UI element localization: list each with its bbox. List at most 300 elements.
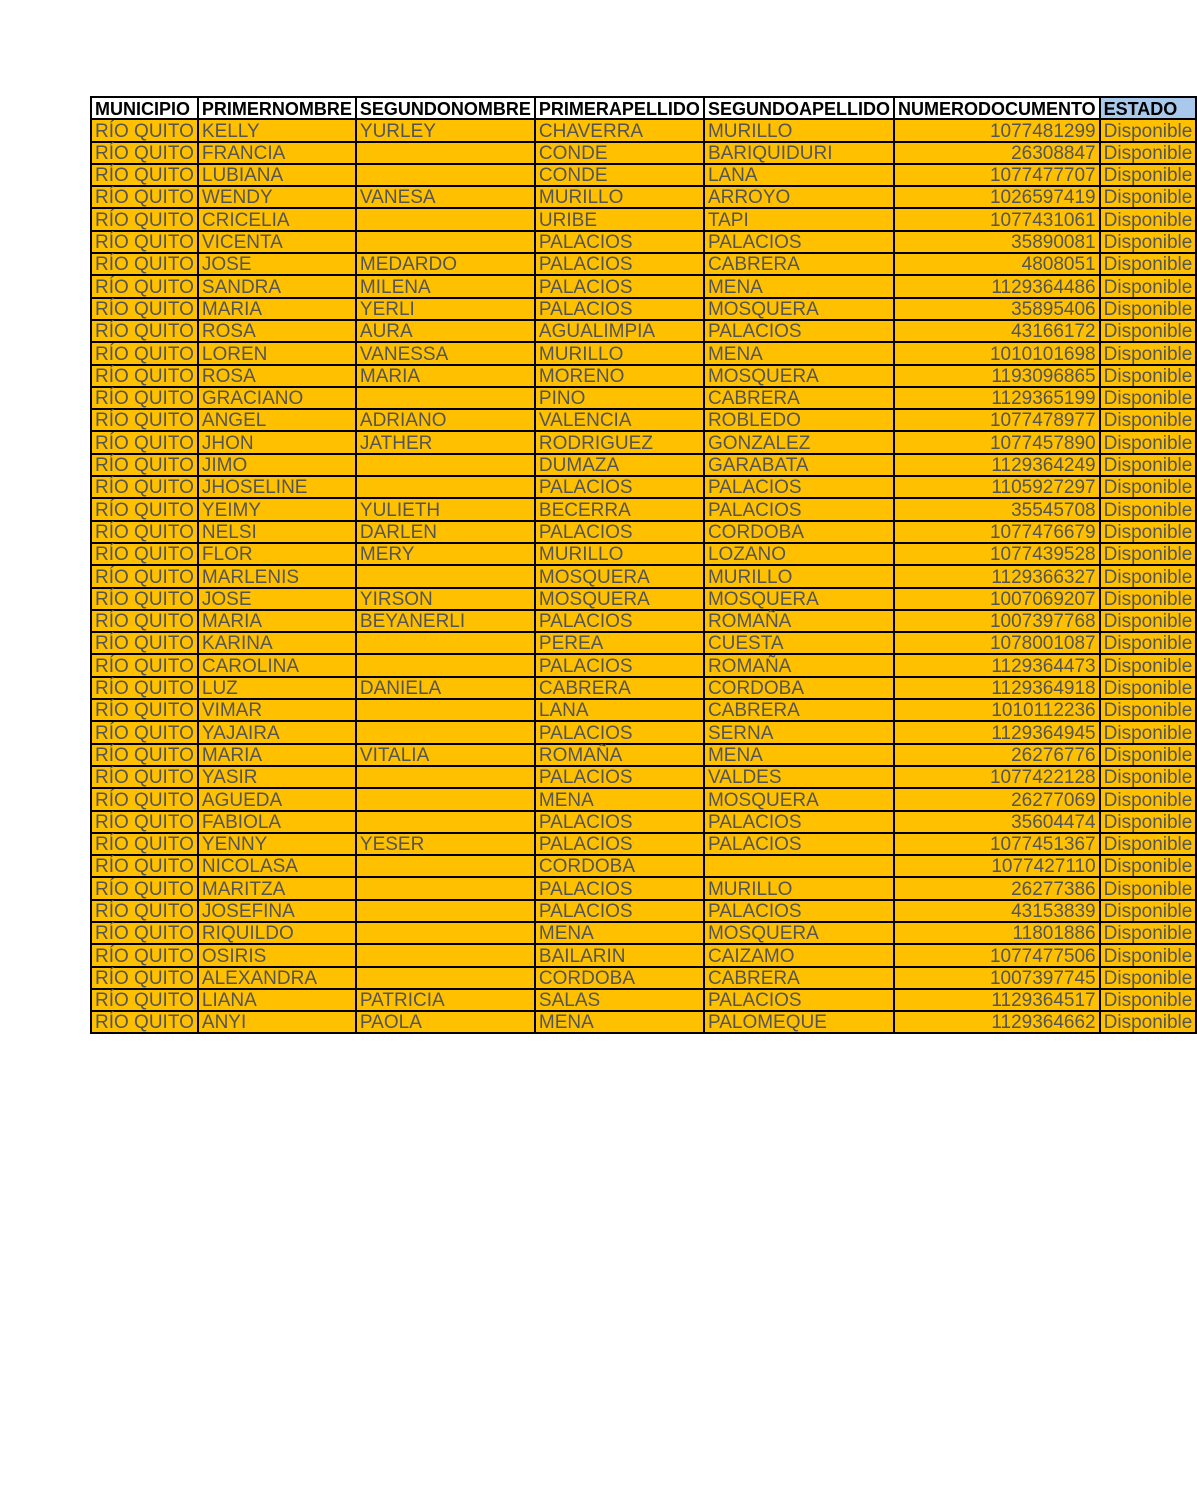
estado-cell: Disponible <box>1100 119 1197 141</box>
estado-cell: Disponible <box>1100 454 1197 476</box>
municipio-cell: RÍO QUITO <box>91 431 198 453</box>
segundo-apellido-cell: MOSQUERA <box>704 365 894 387</box>
primer-nombre-cell: YEIMY <box>198 498 356 520</box>
numero-documento-cell: 1129364486 <box>894 275 1100 297</box>
primer-nombre-cell: MARITZA <box>198 877 356 899</box>
estado-cell: Disponible <box>1100 699 1197 721</box>
municipio-cell: RÍO QUITO <box>91 387 198 409</box>
municipio-cell: RÍO QUITO <box>91 632 198 654</box>
segundo-apellido-cell: MOSQUERA <box>704 788 894 810</box>
segundo-nombre-cell: YERLI <box>356 298 535 320</box>
municipio-cell: RÍO QUITO <box>91 320 198 342</box>
segundo-apellido-cell: MURILLO <box>704 565 894 587</box>
numero-documento-cell: 4808051 <box>894 253 1100 275</box>
municipio-cell: RÍO QUITO <box>91 275 198 297</box>
municipio-cell: RÍO QUITO <box>91 342 198 364</box>
estado-cell: Disponible <box>1100 164 1197 186</box>
segundo-nombre-cell: ADRIANO <box>356 409 535 431</box>
header-municipio: MUNICIPIO <box>91 97 198 119</box>
estado-cell: Disponible <box>1100 365 1197 387</box>
municipio-cell: RÍO QUITO <box>91 900 198 922</box>
primer-nombre-cell: JOSE <box>198 253 356 275</box>
primer-nombre-cell: CRICELIA <box>198 208 356 230</box>
table-row <box>91 1011 1196 1033</box>
primer-apellido-cell: SALAS <box>535 989 704 1011</box>
segundo-nombre-cell <box>356 855 535 877</box>
municipio-cell: RÍO QUITO <box>91 365 198 387</box>
numero-documento-cell: 1129364249 <box>894 454 1100 476</box>
primer-nombre-cell: FLOR <box>198 543 356 565</box>
estado-cell: Disponible <box>1100 811 1197 833</box>
municipio-cell: RÍO QUITO <box>91 498 198 520</box>
primer-nombre-cell: SANDRA <box>198 275 356 297</box>
segundo-nombre-cell <box>356 476 535 498</box>
segundo-apellido-cell: GONZALEZ <box>704 431 894 453</box>
primer-apellido-cell: RODRIGUEZ <box>535 431 704 453</box>
primer-apellido-cell: VALENCIA <box>535 409 704 431</box>
municipio-cell: RÍO QUITO <box>91 208 198 230</box>
estado-cell: Disponible <box>1100 944 1197 966</box>
numero-documento-cell: 35890081 <box>894 231 1100 253</box>
numero-documento-cell: 43153839 <box>894 900 1100 922</box>
segundo-nombre-cell <box>356 944 535 966</box>
segundo-nombre-cell: JATHER <box>356 431 535 453</box>
segundo-apellido-cell: PALACIOS <box>704 833 894 855</box>
segundo-apellido-cell: CORDOBA <box>704 521 894 543</box>
municipio-cell: RÍO QUITO <box>91 654 198 676</box>
estado-cell: Disponible <box>1100 677 1197 699</box>
primer-nombre-cell: KARINA <box>198 632 356 654</box>
numero-documento-cell: 1007397745 <box>894 967 1100 989</box>
municipio-cell: RÍO QUITO <box>91 877 198 899</box>
primer-nombre-cell: NICOLASA <box>198 855 356 877</box>
numero-documento-cell: 1077476679 <box>894 521 1100 543</box>
segundo-nombre-cell <box>356 231 535 253</box>
municipio-cell: RÍO QUITO <box>91 922 198 944</box>
segundo-apellido-cell: BARIQUIDURI <box>704 142 894 164</box>
segundo-apellido-cell: LOZANO <box>704 543 894 565</box>
estado-cell: Disponible <box>1100 766 1197 788</box>
segundo-apellido-cell: MENA <box>704 342 894 364</box>
primer-apellido-cell: CHAVERRA <box>535 119 704 141</box>
primer-nombre-cell: KELLY <box>198 119 356 141</box>
primer-nombre-cell: MARIA <box>198 744 356 766</box>
primer-apellido-cell: PALACIOS <box>535 610 704 632</box>
primer-apellido-cell: MURILLO <box>535 543 704 565</box>
municipio-cell: RÍO QUITO <box>91 454 198 476</box>
primer-apellido-cell: PEREA <box>535 632 704 654</box>
header-primer-apellido: PRIMERAPELLIDO <box>535 97 704 119</box>
table-row <box>91 565 1196 587</box>
municipio-cell: RÍO QUITO <box>91 1011 198 1033</box>
segundo-apellido-cell: PALACIOS <box>704 811 894 833</box>
segundo-nombre-cell: BEYANERLI <box>356 610 535 632</box>
estado-cell: Disponible <box>1100 476 1197 498</box>
primer-apellido-cell: MENA <box>535 922 704 944</box>
table-row <box>91 654 1196 676</box>
segundo-nombre-cell: VITALIA <box>356 744 535 766</box>
numero-documento-cell: 35545708 <box>894 498 1100 520</box>
estado-cell: Disponible <box>1100 298 1197 320</box>
primer-apellido-cell: LANA <box>535 699 704 721</box>
segundo-nombre-cell <box>356 654 535 676</box>
primer-nombre-cell: ALEXANDRA <box>198 967 356 989</box>
estado-cell: Disponible <box>1100 231 1197 253</box>
table-row <box>91 275 1196 297</box>
municipio-cell: RÍO QUITO <box>91 298 198 320</box>
segundo-nombre-cell: MEDARDO <box>356 253 535 275</box>
primer-nombre-cell: MARIA <box>198 298 356 320</box>
table-row <box>91 454 1196 476</box>
primer-nombre-cell: FRANCIA <box>198 142 356 164</box>
estado-cell: Disponible <box>1100 877 1197 899</box>
segundo-nombre-cell <box>356 811 535 833</box>
segundo-apellido-cell <box>704 855 894 877</box>
primer-nombre-cell: LOREN <box>198 342 356 364</box>
estado-cell: Disponible <box>1100 208 1197 230</box>
numero-documento-cell: 26277069 <box>894 788 1100 810</box>
table-row <box>91 855 1196 877</box>
table-row <box>91 721 1196 743</box>
municipio-cell: RÍO QUITO <box>91 253 198 275</box>
numero-documento-cell: 1077457890 <box>894 431 1100 453</box>
segundo-apellido-cell: MURILLO <box>704 119 894 141</box>
estado-cell: Disponible <box>1100 253 1197 275</box>
segundo-nombre-cell: PATRICIA <box>356 989 535 1011</box>
table-row <box>91 320 1196 342</box>
segundo-apellido-cell: MOSQUERA <box>704 298 894 320</box>
table-row <box>91 342 1196 364</box>
table-row <box>91 766 1196 788</box>
segundo-nombre-cell <box>356 766 535 788</box>
estado-cell: Disponible <box>1100 632 1197 654</box>
segundo-apellido-cell: CABRERA <box>704 699 894 721</box>
table-row <box>91 298 1196 320</box>
primer-nombre-cell: VIMAR <box>198 699 356 721</box>
municipio-cell: RÍO QUITO <box>91 677 198 699</box>
estado-cell: Disponible <box>1100 855 1197 877</box>
table-row <box>91 967 1196 989</box>
segundo-apellido-cell: ARROYO <box>704 186 894 208</box>
primer-apellido-cell: PINO <box>535 387 704 409</box>
estado-cell: Disponible <box>1100 565 1197 587</box>
segundo-nombre-cell: VANESA <box>356 186 535 208</box>
segundo-apellido-cell: MOSQUERA <box>704 588 894 610</box>
municipio-cell: RÍO QUITO <box>91 186 198 208</box>
municipio-cell: RÍO QUITO <box>91 989 198 1011</box>
segundo-apellido-cell: PALACIOS <box>704 231 894 253</box>
primer-apellido-cell: MORENO <box>535 365 704 387</box>
table-row <box>91 989 1196 1011</box>
estado-cell: Disponible <box>1100 989 1197 1011</box>
estado-cell: Disponible <box>1100 342 1197 364</box>
primer-apellido-cell: PALACIOS <box>535 231 704 253</box>
segundo-nombre-cell <box>356 967 535 989</box>
estado-cell: Disponible <box>1100 387 1197 409</box>
segundo-nombre-cell <box>356 721 535 743</box>
numero-documento-cell: 1129364662 <box>894 1011 1100 1033</box>
segundo-apellido-cell: ROMAÑA <box>704 654 894 676</box>
primer-apellido-cell: PALACIOS <box>535 521 704 543</box>
numero-documento-cell: 26308847 <box>894 142 1100 164</box>
municipio-cell: RÍO QUITO <box>91 944 198 966</box>
primer-apellido-cell: PALACIOS <box>535 877 704 899</box>
table-row <box>91 208 1196 230</box>
segundo-nombre-cell <box>356 142 535 164</box>
numero-documento-cell: 1129364918 <box>894 677 1100 699</box>
table-row <box>91 543 1196 565</box>
segundo-apellido-cell: PALACIOS <box>704 900 894 922</box>
segundo-apellido-cell: PALOMEQUE <box>704 1011 894 1033</box>
numero-documento-cell: 1129365199 <box>894 387 1100 409</box>
table-row <box>91 877 1196 899</box>
municipio-cell: RÍO QUITO <box>91 811 198 833</box>
table-row <box>91 387 1196 409</box>
segundo-nombre-cell: MILENA <box>356 275 535 297</box>
primer-nombre-cell: LUBIANA <box>198 164 356 186</box>
data-table <box>90 96 1197 1034</box>
table-row <box>91 253 1196 275</box>
table-row <box>91 476 1196 498</box>
segundo-apellido-cell: PALACIOS <box>704 989 894 1011</box>
municipio-cell: RÍO QUITO <box>91 231 198 253</box>
primer-nombre-cell: YASIR <box>198 766 356 788</box>
primer-nombre-cell: JHOSELINE <box>198 476 356 498</box>
segundo-nombre-cell: YESER <box>356 833 535 855</box>
estado-cell: Disponible <box>1100 588 1197 610</box>
numero-documento-cell: 1077431061 <box>894 208 1100 230</box>
primer-nombre-cell: JOSEFINA <box>198 900 356 922</box>
municipio-cell: RÍO QUITO <box>91 588 198 610</box>
table-row <box>91 409 1196 431</box>
table-row <box>91 164 1196 186</box>
numero-documento-cell: 1129364473 <box>894 654 1100 676</box>
segundo-nombre-cell <box>356 164 535 186</box>
primer-nombre-cell: WENDY <box>198 186 356 208</box>
numero-documento-cell: 1077451367 <box>894 833 1100 855</box>
numero-documento-cell: 1077477707 <box>894 164 1100 186</box>
segundo-apellido-cell: ROBLEDO <box>704 409 894 431</box>
segundo-nombre-cell <box>356 632 535 654</box>
segundo-nombre-cell <box>356 387 535 409</box>
table-row <box>91 231 1196 253</box>
table-row <box>91 142 1196 164</box>
municipio-cell: RÍO QUITO <box>91 766 198 788</box>
municipio-cell: RÍO QUITO <box>91 855 198 877</box>
estado-cell: Disponible <box>1100 1011 1197 1033</box>
estado-cell: Disponible <box>1100 721 1197 743</box>
table-row <box>91 632 1196 654</box>
primer-apellido-cell: PALACIOS <box>535 476 704 498</box>
numero-documento-cell: 1105927297 <box>894 476 1100 498</box>
segundo-nombre-cell: YIRSON <box>356 588 535 610</box>
primer-apellido-cell: ROMAÑA <box>535 744 704 766</box>
municipio-cell: RÍO QUITO <box>91 610 198 632</box>
estado-cell: Disponible <box>1100 498 1197 520</box>
table-row <box>91 677 1196 699</box>
primer-apellido-cell: PALACIOS <box>535 298 704 320</box>
primer-apellido-cell: MENA <box>535 788 704 810</box>
segundo-apellido-cell: PALACIOS <box>704 476 894 498</box>
primer-apellido-cell: CORDOBA <box>535 967 704 989</box>
segundo-apellido-cell: CUESTA <box>704 632 894 654</box>
primer-apellido-cell: PALACIOS <box>535 833 704 855</box>
municipio-cell: RÍO QUITO <box>91 164 198 186</box>
estado-cell: Disponible <box>1100 788 1197 810</box>
estado-cell: Disponible <box>1100 922 1197 944</box>
table-row <box>91 588 1196 610</box>
segundo-apellido-cell: CABRERA <box>704 387 894 409</box>
segundo-nombre-cell: YURLEY <box>356 119 535 141</box>
table-row <box>91 788 1196 810</box>
header-segundo-nombre: SEGUNDONOMBRE <box>356 97 535 119</box>
municipio-cell: RÍO QUITO <box>91 744 198 766</box>
municipio-cell: RÍO QUITO <box>91 142 198 164</box>
numero-documento-cell: 1010101698 <box>894 342 1100 364</box>
primer-apellido-cell: MENA <box>535 1011 704 1033</box>
municipio-cell: RÍO QUITO <box>91 833 198 855</box>
estado-cell: Disponible <box>1100 521 1197 543</box>
primer-nombre-cell: VICENTA <box>198 231 356 253</box>
table-row <box>91 498 1196 520</box>
primer-apellido-cell: PALACIOS <box>535 253 704 275</box>
segundo-apellido-cell: MURILLO <box>704 877 894 899</box>
segundo-apellido-cell: CAIZAMO <box>704 944 894 966</box>
primer-apellido-cell: PALACIOS <box>535 766 704 788</box>
table-row <box>91 811 1196 833</box>
numero-documento-cell: 1077439528 <box>894 543 1100 565</box>
primer-nombre-cell: RIQUILDO <box>198 922 356 944</box>
table-row <box>91 610 1196 632</box>
numero-documento-cell: 1010112236 <box>894 699 1100 721</box>
segundo-nombre-cell: MARIA <box>356 365 535 387</box>
segundo-nombre-cell <box>356 900 535 922</box>
table-row <box>91 521 1196 543</box>
numero-documento-cell: 1129364517 <box>894 989 1100 1011</box>
primer-apellido-cell: MOSQUERA <box>535 565 704 587</box>
segundo-apellido-cell: LANA <box>704 164 894 186</box>
segundo-apellido-cell: SERNA <box>704 721 894 743</box>
numero-documento-cell: 1078001087 <box>894 632 1100 654</box>
primer-nombre-cell: MARIA <box>198 610 356 632</box>
segundo-apellido-cell: GARABATA <box>704 454 894 476</box>
primer-apellido-cell: BECERRA <box>535 498 704 520</box>
municipio-cell: RÍO QUITO <box>91 967 198 989</box>
segundo-apellido-cell: CABRERA <box>704 967 894 989</box>
header-segundo-apellido: SEGUNDOAPELLIDO <box>704 97 894 119</box>
estado-cell: Disponible <box>1100 610 1197 632</box>
segundo-apellido-cell: PALACIOS <box>704 320 894 342</box>
municipio-cell: RÍO QUITO <box>91 699 198 721</box>
primer-apellido-cell: MURILLO <box>535 342 704 364</box>
municipio-cell: RÍO QUITO <box>91 788 198 810</box>
primer-apellido-cell: BAILARIN <box>535 944 704 966</box>
segundo-apellido-cell: MOSQUERA <box>704 922 894 944</box>
primer-nombre-cell: JOSE <box>198 588 356 610</box>
primer-apellido-cell: CONDE <box>535 164 704 186</box>
table-row <box>91 900 1196 922</box>
municipio-cell: RÍO QUITO <box>91 119 198 141</box>
primer-nombre-cell: NELSI <box>198 521 356 543</box>
table-row <box>91 944 1196 966</box>
municipio-cell: RÍO QUITO <box>91 721 198 743</box>
estado-cell: Disponible <box>1100 186 1197 208</box>
primer-apellido-cell: CORDOBA <box>535 855 704 877</box>
primer-apellido-cell: MURILLO <box>535 186 704 208</box>
municipio-cell: RÍO QUITO <box>91 476 198 498</box>
table-header <box>91 97 1196 119</box>
segundo-nombre-cell <box>356 565 535 587</box>
table-row <box>91 699 1196 721</box>
segundo-nombre-cell <box>356 922 535 944</box>
primer-apellido-cell: DUMAZA <box>535 454 704 476</box>
estado-cell: Disponible <box>1100 967 1197 989</box>
numero-documento-cell: 1077481299 <box>894 119 1100 141</box>
segundo-nombre-cell: PAOLA <box>356 1011 535 1033</box>
primer-nombre-cell: MARLENIS <box>198 565 356 587</box>
primer-apellido-cell: URIBE <box>535 208 704 230</box>
numero-documento-cell: 1007397768 <box>894 610 1100 632</box>
numero-documento-cell: 1129364945 <box>894 721 1100 743</box>
segundo-nombre-cell <box>356 788 535 810</box>
primer-nombre-cell: LIANA <box>198 989 356 1011</box>
numero-documento-cell: 35895406 <box>894 298 1100 320</box>
numero-documento-cell: 1077422128 <box>894 766 1100 788</box>
primer-apellido-cell: PALACIOS <box>535 721 704 743</box>
header-primer-nombre: PRIMERNOMBRE <box>198 97 356 119</box>
primer-apellido-cell: CABRERA <box>535 677 704 699</box>
table-row <box>91 922 1196 944</box>
primer-nombre-cell: YAJAIRA <box>198 721 356 743</box>
primer-nombre-cell: OSIRIS <box>198 944 356 966</box>
numero-documento-cell: 11801886 <box>894 922 1100 944</box>
primer-apellido-cell: PALACIOS <box>535 811 704 833</box>
primer-nombre-cell: LUZ <box>198 677 356 699</box>
header-numero-documento: NUMERODOCUMENTO <box>894 97 1100 119</box>
primer-nombre-cell: YENNY <box>198 833 356 855</box>
segundo-nombre-cell: DARLEN <box>356 521 535 543</box>
primer-apellido-cell: PALACIOS <box>535 900 704 922</box>
primer-apellido-cell: PALACIOS <box>535 275 704 297</box>
numero-documento-cell: 1007069207 <box>894 588 1100 610</box>
table-row <box>91 833 1196 855</box>
segundo-apellido-cell: MENA <box>704 744 894 766</box>
primer-nombre-cell: ANGEL <box>198 409 356 431</box>
table-row <box>91 744 1196 766</box>
estado-cell: Disponible <box>1100 543 1197 565</box>
primer-nombre-cell: GRACIANO <box>198 387 356 409</box>
estado-cell: Disponible <box>1100 833 1197 855</box>
primer-apellido-cell: MOSQUERA <box>535 588 704 610</box>
estado-cell: Disponible <box>1100 142 1197 164</box>
segundo-apellido-cell: TAPI <box>704 208 894 230</box>
numero-documento-cell: 1077478977 <box>894 409 1100 431</box>
numero-documento-cell: 26276776 <box>894 744 1100 766</box>
numero-documento-cell: 1026597419 <box>894 186 1100 208</box>
segundo-nombre-cell: YULIETH <box>356 498 535 520</box>
table-row <box>91 186 1196 208</box>
segundo-nombre-cell: VANESSA <box>356 342 535 364</box>
estado-cell: Disponible <box>1100 744 1197 766</box>
header-row <box>91 97 1196 119</box>
estado-cell: Disponible <box>1100 431 1197 453</box>
segundo-nombre-cell: MERY <box>356 543 535 565</box>
numero-documento-cell: 26277386 <box>894 877 1100 899</box>
primer-apellido-cell: PALACIOS <box>535 654 704 676</box>
estado-cell: Disponible <box>1100 654 1197 676</box>
table-row <box>91 119 1196 141</box>
segundo-nombre-cell <box>356 454 535 476</box>
